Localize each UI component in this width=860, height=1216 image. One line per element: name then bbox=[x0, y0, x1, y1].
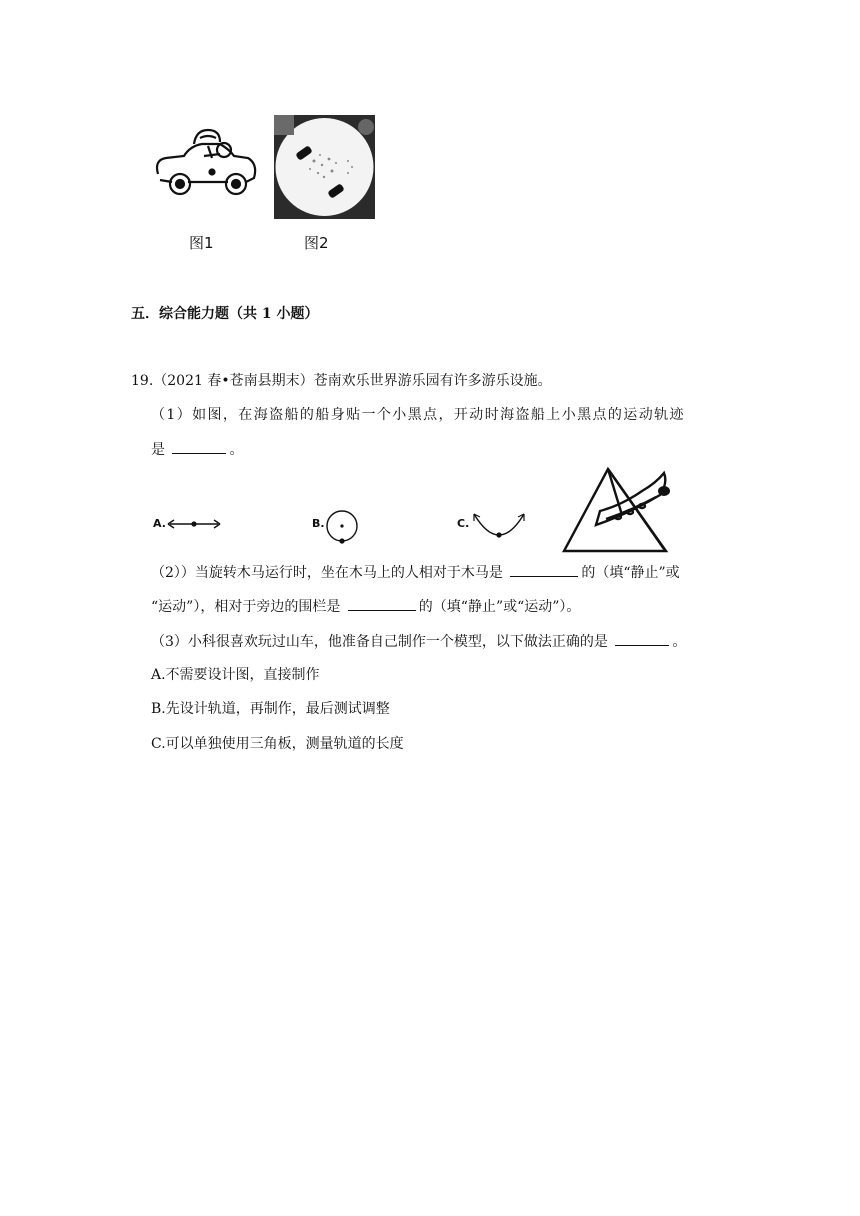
part-1-line-1: （1）如图，在海盗船的船身贴一个小黑点，开动时海盗船上小黑点的运动轨迹 bbox=[151, 407, 685, 423]
answer-blank-2[interactable] bbox=[510, 562, 578, 577]
answer-blank-4[interactable] bbox=[615, 631, 669, 646]
part-2-post: 的（填“静止”或 bbox=[581, 565, 680, 581]
part-3-pre: （3）小科很喜欢玩过山车，他准备自己制作一个模型，以下做法正确的是 bbox=[151, 634, 608, 650]
option-c-arc-icon bbox=[470, 508, 528, 542]
choice-b: B.先设计轨道，再制作，最后测试调整 bbox=[151, 701, 390, 717]
option-a-label: A. bbox=[153, 517, 166, 530]
pirate-ship-figure bbox=[560, 465, 680, 555]
option-b-circle-icon bbox=[322, 506, 362, 546]
section-heading: 五．综合能力题（共 1 小题） bbox=[131, 306, 319, 322]
option-b-label: B. bbox=[312, 517, 325, 530]
part-2-line-2-pre: “运动”），相对于旁边的围栏是 bbox=[151, 599, 341, 615]
answer-blank-1[interactable] bbox=[172, 439, 226, 454]
part-2-line-1 bbox=[151, 562, 680, 583]
turntable-figure bbox=[274, 115, 375, 219]
part-2-pre: （2））当旋转木马运行时，坐在木马上的人相对于木马是 bbox=[151, 565, 503, 581]
question-stem: 19.（2021 春•苍南县期末）苍南欢乐世界游乐园有许多游乐设施。 bbox=[131, 373, 552, 389]
part-2-line-2 bbox=[151, 596, 580, 617]
car-figure bbox=[150, 124, 260, 204]
figure-2-caption: 图2 bbox=[304, 234, 329, 252]
option-a-line-icon bbox=[166, 517, 222, 531]
option-c-label: C. bbox=[457, 517, 470, 530]
part-3-post: 。 bbox=[672, 634, 687, 650]
choice-c: C.可以单独使用三角板，测量轨道的长度 bbox=[151, 736, 404, 752]
part-3-line bbox=[151, 631, 686, 652]
part-2-line-2-post: 的（填“静止”或“运动”）。 bbox=[418, 599, 581, 615]
part-1-pre: 是 bbox=[151, 442, 165, 458]
part-1-post: 。 bbox=[229, 442, 244, 458]
choice-a: A.不需要设计图，直接制作 bbox=[151, 667, 320, 683]
part-1-line-2 bbox=[151, 439, 243, 460]
figure-1-caption: 图1 bbox=[189, 234, 214, 252]
answer-blank-3[interactable] bbox=[348, 596, 416, 611]
